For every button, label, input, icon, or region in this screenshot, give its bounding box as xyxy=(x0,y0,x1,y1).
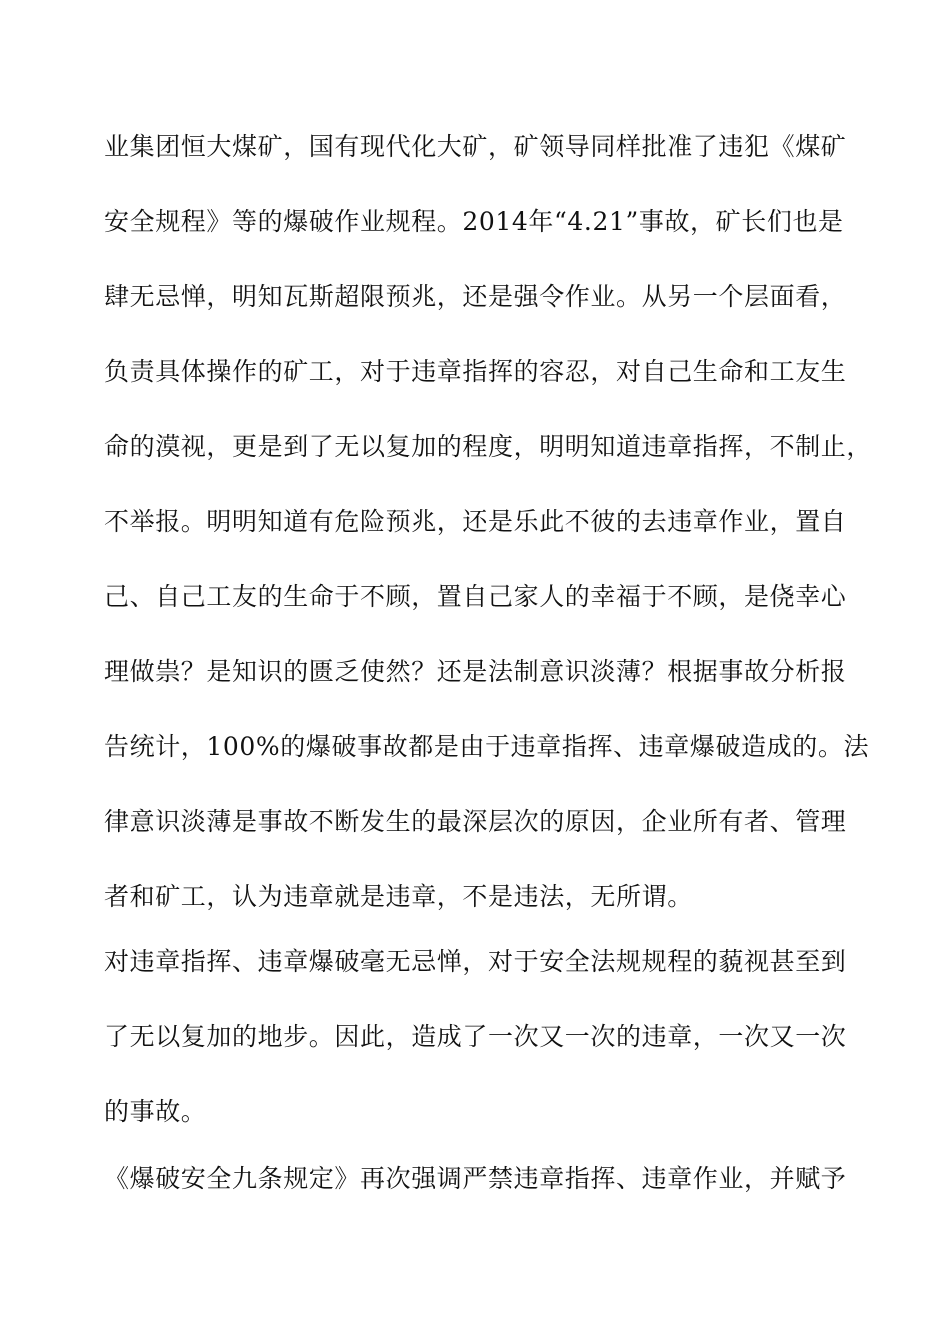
text-line-14: 的事故。 xyxy=(104,1097,207,1126)
text-line-9: 告统计，100%的爆破事故都是由于违章指挥、违章爆破造成的。法 xyxy=(104,732,870,761)
text-line-6: 不举报。明明知道有危险预兆，还是乐此不彼的去违章作业，置自 xyxy=(104,507,847,536)
text-line-2: 安全规程》等的爆破作业规程。2014年“4.21”事故，矿长们也是 xyxy=(104,207,844,236)
text-line-11: 者和矿工，认为违章就是违章，不是违法，无所谓。 xyxy=(104,882,693,911)
text-line-4: 负责具体操作的矿工，对于违章指挥的容忍，对自己生命和工友生 xyxy=(104,357,847,386)
text-line-13: 了无以复加的地步。因此，造成了一次又一次的违章，一次又一次 xyxy=(104,1022,847,1051)
text-line-7: 己、自己工友的生命于不顾，置自己家人的幸福于不顾，是侥幸心 xyxy=(104,582,847,611)
text-line-10: 律意识淡薄是事故不断发生的最深层次的原因，企业所有者、管理 xyxy=(104,807,847,836)
text-line-8: 理做祟？是知识的匮乏使然？还是法制意识淡薄？根据事故分析报 xyxy=(104,657,847,686)
text-line-5: 命的漠视，更是到了无以复加的程度，明明知道违章指挥，不制止， xyxy=(104,432,873,461)
text-line-15: 《爆破安全九条规定》再次强调严禁违章指挥、违章作业，并赋予 xyxy=(104,1164,847,1193)
text-line-1: 业集团恒大煤矿，国有现代化大矿，矿领导同样批准了违犯《煤矿 xyxy=(104,132,847,161)
text-line-3: 肆无忌惮，明知瓦斯超限预兆，还是强令作业。从另一个层面看， xyxy=(104,282,847,311)
text-line-12: 对违章指挥、违章爆破毫无忌惮，对于安全法规规程的藐视甚至到 xyxy=(104,947,847,976)
